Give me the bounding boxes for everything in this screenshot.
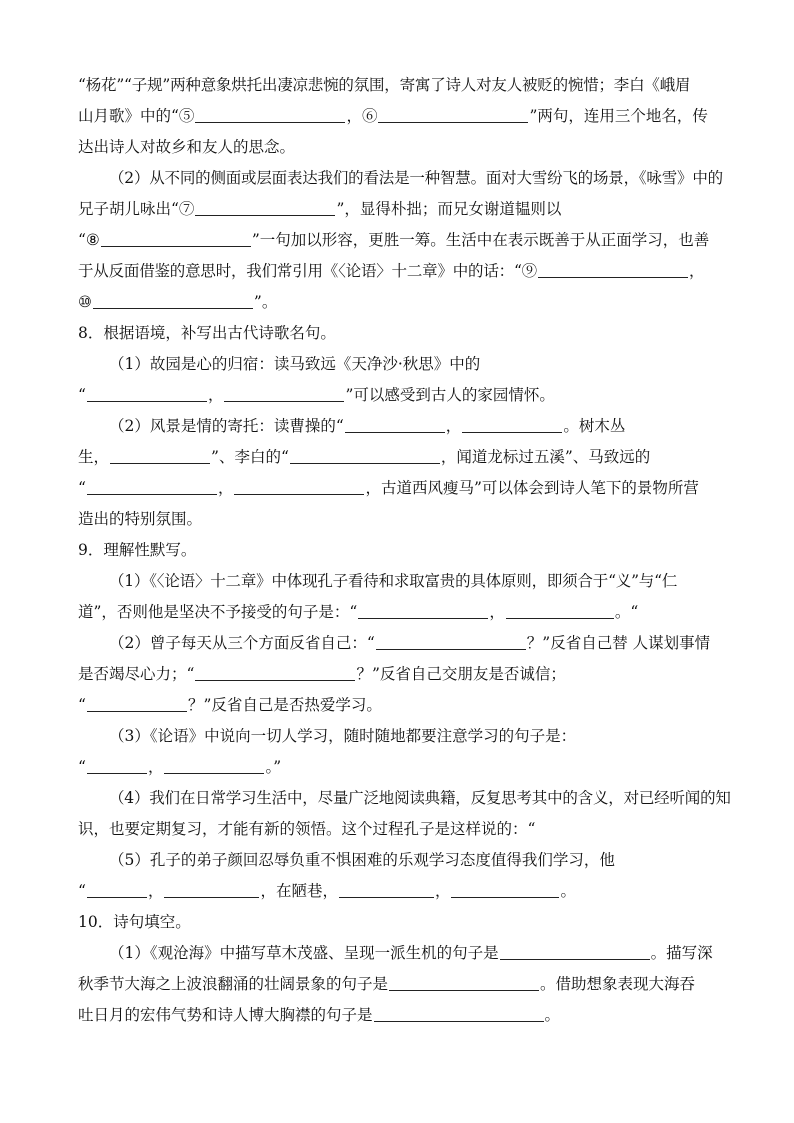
line-text: ， <box>489 603 505 621</box>
line-text: 吐日月的宏伟气势和诗人博大胸襟的句子是 <box>78 1006 373 1024</box>
line-text: ”。 <box>253 293 278 311</box>
line-text: ”可以感受到古人的家园情怀。 <box>345 386 555 404</box>
answer-blank[interactable] <box>358 601 488 619</box>
line-text: ， <box>434 882 451 900</box>
line-text: ”两句，连用三个地名，传 <box>529 107 708 125</box>
line-text: 。借助想象表现大海吞 <box>540 975 696 993</box>
worksheet-page <box>78 70 738 1031</box>
line-text: 兄子胡儿咏出“⑦ <box>78 200 195 218</box>
text-line <box>78 70 738 101</box>
answer-blank[interactable] <box>93 291 253 309</box>
line-text: 道”，否则他是坚决不予接受的句子是：“ <box>78 603 358 621</box>
line-text: ， <box>147 882 164 900</box>
answer-blank[interactable] <box>374 1004 544 1022</box>
line-text: 8．根据语境，补写出古代诗歌名句。 <box>78 324 336 342</box>
answer-blank[interactable] <box>224 384 344 402</box>
answer-blank[interactable] <box>345 415 445 433</box>
answer-blank[interactable] <box>462 415 562 433</box>
line-text: （3）《论语》中说向一切人学习，随时随地都要注意学习的句子是： <box>109 727 577 745</box>
text-line <box>78 876 738 907</box>
line-text: ， <box>217 479 234 497</box>
line-text: “ <box>78 479 86 497</box>
answer-blank[interactable] <box>339 880 434 898</box>
line-text: ，在陋巷， <box>260 882 338 900</box>
line-text: 。” <box>265 758 282 776</box>
line-text: 山月歌》中的“⑤ <box>78 107 195 125</box>
text-line <box>78 597 738 628</box>
question-heading <box>78 535 738 566</box>
question-heading <box>78 907 738 938</box>
text-line <box>78 814 738 845</box>
line-text: （4）我们在日常学习生活中，尽量广泛地阅读典籍，反复思考其中的含义，对已经听闻的知 <box>109 789 731 807</box>
line-text: 。描写深 <box>650 944 713 962</box>
line-text: 造出的特别氛围。 <box>78 510 203 528</box>
answer-blank[interactable] <box>164 756 264 774</box>
line-text: ”，显得朴拙；而兄女谢道韫则以 <box>336 200 562 218</box>
answer-blank[interactable] <box>195 663 355 681</box>
line-text: ⑩ <box>78 293 92 311</box>
answer-blank[interactable] <box>101 229 251 247</box>
text-line <box>78 349 738 380</box>
answer-blank[interactable] <box>87 880 147 898</box>
text-line <box>78 163 738 194</box>
text-line <box>78 256 738 287</box>
text-line <box>78 225 738 256</box>
text-line <box>78 845 738 876</box>
text-line <box>78 287 738 318</box>
line-text: 生， <box>78 448 110 466</box>
line-text: 10．诗句填空。 <box>78 913 191 931</box>
answer-blank[interactable] <box>234 477 364 495</box>
answer-blank[interactable] <box>87 477 217 495</box>
answer-blank[interactable] <box>164 880 259 898</box>
line-text: “ <box>78 696 86 714</box>
line-text: （1）《〈论语〉十二章》中体现孔子看待和求取富贵的具体原则，即须合于“义”与“仁 <box>109 572 678 590</box>
line-text: ”、李白的“ <box>211 448 289 466</box>
line-text: ，⑥ <box>346 107 378 125</box>
answer-blank[interactable] <box>389 973 539 991</box>
answer-blank[interactable] <box>500 942 650 960</box>
answer-blank[interactable] <box>376 632 526 650</box>
text-line <box>78 566 738 597</box>
line-text: ， <box>445 417 462 435</box>
text-line <box>78 752 738 783</box>
line-text: 。“ <box>614 603 639 621</box>
line-text: ”一句加以形容，更胜一筹。生活中在表示既善于从正面学习，也善 <box>251 231 710 249</box>
line-text: “⑧ <box>78 231 100 249</box>
line-text: （2）曾子每天从三个方面反省自己：“ <box>109 634 375 652</box>
text-line <box>78 659 738 690</box>
text-line <box>78 194 738 225</box>
line-text: ， <box>147 758 164 776</box>
text-line <box>78 969 738 1000</box>
line-text: （1）故园是心的归宿：读马致远《天净沙·秋思》中的 <box>109 355 481 373</box>
answer-blank[interactable] <box>195 105 345 123</box>
answer-blank[interactable] <box>87 694 187 712</box>
text-line <box>78 101 738 132</box>
text-line <box>78 721 738 752</box>
text-line <box>78 1000 738 1031</box>
line-text: 是否竭尽心力；“ <box>78 665 195 683</box>
text-line <box>78 442 738 473</box>
line-text: 达出诗人对故乡和友人的思念。 <box>78 138 296 156</box>
text-line <box>78 504 738 535</box>
answer-blank[interactable] <box>506 601 614 619</box>
text-line <box>78 380 738 411</box>
question-heading <box>78 318 738 349</box>
line-text: 识，也要定期复习，才能有新的领悟。这个过程孔子是这样说的：“ <box>78 820 536 838</box>
answer-blank[interactable] <box>87 384 207 402</box>
text-line <box>78 783 738 814</box>
text-line <box>78 132 738 163</box>
line-text: “ <box>78 882 86 900</box>
answer-blank[interactable] <box>290 446 440 464</box>
line-text: 。 <box>560 882 576 900</box>
line-text: （1）《观沧海》中描写草木茂盛、呈现一派生机的句子是 <box>109 944 499 962</box>
line-text: ，闻道龙标过五溪”、马致远的 <box>440 448 651 466</box>
line-text: 。树木丛 <box>563 417 626 435</box>
line-text: ？”反省自己替 人谋划事情 <box>526 634 711 652</box>
line-text: “杨花”“子规”两种意象烘托出凄凉悲惋的氛围，寄寓了诗人对友人被贬的惋惜；李白《峨眉 <box>78 76 691 94</box>
line-text: ， <box>688 262 705 280</box>
answer-blank[interactable] <box>110 446 210 464</box>
line-text: ？”反省自己交朋友是否诚信； <box>356 665 566 683</box>
line-text: “ <box>78 386 86 404</box>
answer-blank[interactable] <box>195 198 335 216</box>
line-text: 。 <box>544 1006 561 1024</box>
text-line <box>78 690 738 721</box>
line-text: ？”反省自己是否热爱学习。 <box>187 696 382 714</box>
line-text: ， <box>207 386 224 404</box>
line-text: 秋季节大海之上波浪翻涌的壮阔景象的句子是 <box>78 975 389 993</box>
line-text: “ <box>78 758 86 776</box>
answer-blank[interactable] <box>87 756 147 774</box>
text-line <box>78 411 738 442</box>
line-text: ，古道西风瘦马”可以体会到诗人笔下的景物所营 <box>365 479 699 497</box>
text-line <box>78 628 738 659</box>
line-text: （5）孔子的弟子颜回忍辱负重不惧困难的乐观学习态度值得我们学习，他 <box>109 851 615 869</box>
answer-blank[interactable] <box>538 260 688 278</box>
line-text: （2）风景是情的寄托：读曹操的“ <box>109 417 344 435</box>
line-text: 于从反面借鉴的意思时，我们常引用《〈论语〉十二章》中的话：“⑨ <box>78 262 537 280</box>
text-line <box>78 473 738 504</box>
answer-blank[interactable] <box>451 880 559 898</box>
text-line <box>78 938 738 969</box>
line-text: 9．理解性默写。 <box>78 541 197 559</box>
answer-blank[interactable] <box>378 105 528 123</box>
line-text: （2）从不同的侧面或层面表达我们的看法是一种智慧。面对大雪纷飞的场景，《咏雪》中的 <box>109 169 723 187</box>
